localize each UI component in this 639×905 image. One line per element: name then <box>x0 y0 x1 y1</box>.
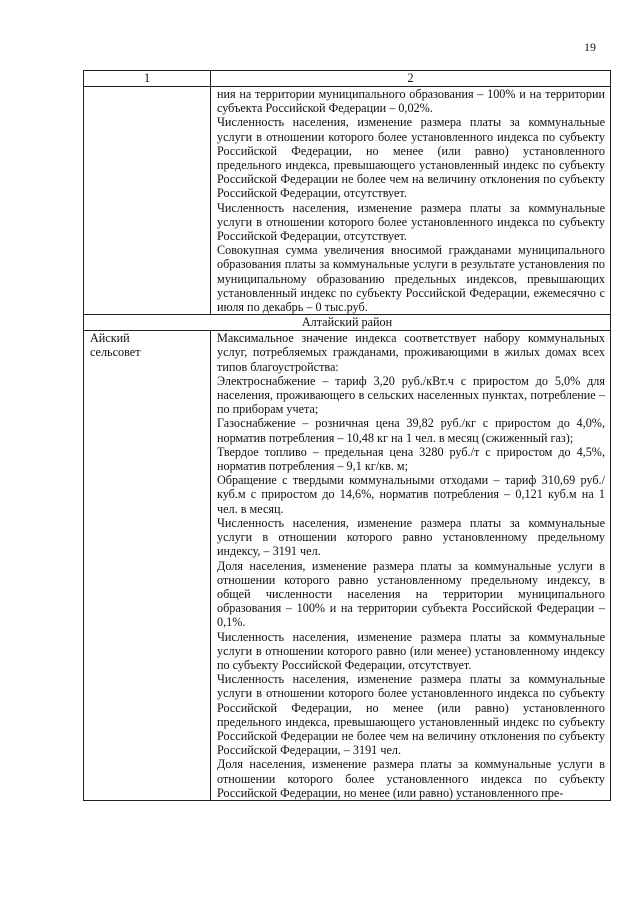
paragraph: Твердое топливо – предельная цена 3280 руб./т с приростом до 4,5%, норматив потребления – 9,1 кг/кв. м; <box>217 444 605 474</box>
paragraph: Численность населения, изменение размера платы за коммунальные услуги в отношении которого равно (или менее) установленному индексу по субъекту Российской Федерации, отсутствует. <box>217 629 605 672</box>
paragraph: Совокупная сумма увеличения вносимой гражданами муниципального образования платы за коммунальные услуги в результате установления по муниципальному образованию предельных индексов, превышающих установленный индекс по субъекту Российской Федерации, ежемесячно с июля по декабрь – 0 тыс.руб. <box>217 243 605 315</box>
district-title: Алтайский район <box>84 315 611 331</box>
paragraph: Максимальное значение индекса соответствует набору коммунальных услуг, потребляемых гражданами, проживающими в жилых домах всех типов благоустройства: <box>217 331 605 374</box>
table-row-ajsky <box>84 331 611 801</box>
municipality-cell-empty <box>84 87 211 315</box>
paragraph: Численность населения, изменение размера платы за коммунальные услуги в отношении которого равно установленному предельному индексу, – 3191 чел. <box>217 515 605 559</box>
tariff-table <box>83 70 611 801</box>
paragraph: Доля населения, изменение размера платы за коммунальные услуги в отношении которого более установленного индекса по субъекту Российской Федерации, но менее (или равно) установленного пре- <box>217 757 605 800</box>
paragraph: Численность населения, изменение размера платы за коммунальные услуги в отношении которого более установленного индекса по субъекту Российской Федерации, отсутствует. <box>217 200 605 244</box>
table-header-row <box>84 71 611 87</box>
indicators-cell <box>211 331 611 801</box>
column-header-1: 1 <box>84 71 211 87</box>
page-number: 19 <box>584 40 596 54</box>
paragraph: Газоснабжение – розничная цена 39,82 руб./кг с приростом до 4,0%, норматив потребления – 10,48 кг на 1 чел. в месяц (сжиженный газ); <box>217 416 605 445</box>
district-header-row <box>84 315 611 331</box>
paragraph: Обращение с твердыми коммунальными отходами – тариф 310,69 руб./куб.м с приростом до 14,6%, норматив потребления – 0,121 куб.м на 1 чел. в месяц. <box>217 473 605 516</box>
column-header-2: 2 <box>211 71 611 87</box>
municipality-name-line: Айский <box>90 331 130 346</box>
paragraph: Электроснабжение – тариф 3,20 руб./кВт.ч с приростом до 5,0% для населения, проживающего в сельских населенных пунктах, потребление – по приборам учета; <box>217 373 605 417</box>
paragraph: Численность населения, изменение размера платы за коммунальные услуги в отношении которого более установленного индекса по субъекту Российской Федерации, но менее (или равно) установленного предельного индекса, превышающего установленный индекс по субъекту Российской Федерации не более чем на величину отклонения по субъекту Российской Федерации, отсутствует. <box>217 115 605 201</box>
indicators-cell <box>211 87 611 315</box>
paragraph: Численность населения, изменение размера платы за коммунальные услуги в отношении которого более установленного индекса по субъекту Российской Федерации, но менее (или равно) установленного предельного индекса, превышающего установленный индекс по субъекту Российской Федерации не более чем на величину отклонения по субъекту Российской Федерации, – 3191 чел. <box>217 672 605 758</box>
paragraph: Доля населения, изменение размера платы за коммунальные услуги в отношении которого равно установленному предельному индексу, в общей численности населения на территории муниципального образования – 100% и на территории субъекта Российской Федерации – 0,1%. <box>217 558 605 630</box>
paragraph: ния на территории муниципального образования – 100% и на территории субъекта Российской Федерации – 0,02%. <box>217 87 605 116</box>
municipality-name-line: сельсовет <box>90 345 141 360</box>
municipality-name-cell <box>84 331 211 801</box>
table-row-continuation <box>84 87 611 315</box>
